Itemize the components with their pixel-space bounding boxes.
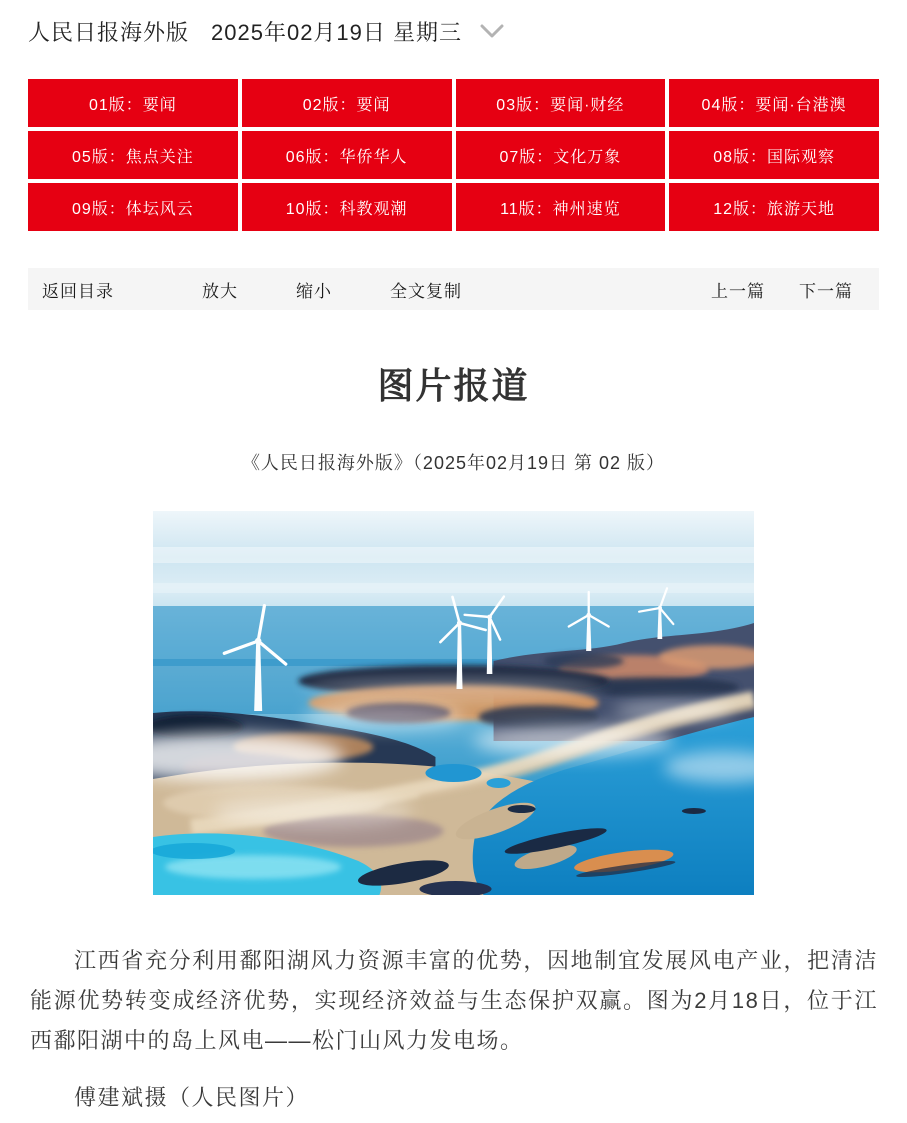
- masthead: [0, 0, 907, 47]
- toolbar-right-item-1[interactable]: 上一篇: [711, 281, 765, 301]
- article: [0, 358, 907, 1115]
- chevron-down-icon[interactable]: [480, 24, 504, 39]
- page-nav-cell-05[interactable]: 05版：焦点关注: [28, 131, 238, 179]
- toolbar-left-group: [42, 277, 520, 302]
- toolbar-left-item-2[interactable]: 放大: [202, 281, 238, 301]
- page-nav-cell-11[interactable]: 11版：神州速览: [456, 183, 666, 231]
- page-nav-cell-01[interactable]: 01版：要闻: [28, 79, 238, 127]
- page-nav-cell-09[interactable]: 09版：体坛风云: [28, 183, 238, 231]
- issue-date: 2025年02月19日 星期三: [211, 20, 463, 45]
- paper-name: 人民日报海外版: [28, 20, 190, 45]
- page-nav-grid: [28, 79, 879, 231]
- toolbar-left-item-4[interactable]: 全文复制: [390, 281, 462, 301]
- page-nav-cell-12[interactable]: 12版：旅游天地: [669, 183, 879, 231]
- toolbar: [28, 268, 879, 310]
- page-nav-cell-08[interactable]: 08版：国际观察: [669, 131, 879, 179]
- wind-farm-photo-illustration: [153, 511, 754, 895]
- page-nav-cell-07[interactable]: 07版：文化万象: [456, 131, 666, 179]
- photo-credit: 傅建斌摄（人民图片）: [74, 1085, 310, 1110]
- article-body-text: 江西省充分利用鄱阳湖风力资源丰富的优势，因地制宜发展风电产业，把清洁能源优势转变成经济优势，实现经济效益与生态保护双赢。图为2月18日，位于江西鄱阳湖中的岛上风电——松门山风力发电场。: [30, 948, 878, 1053]
- page-nav-cell-03[interactable]: 03版：要闻·财经: [456, 79, 666, 127]
- page-nav-cell-04[interactable]: 04版：要闻·台港澳: [669, 79, 879, 127]
- page-nav-cell-10[interactable]: 10版：科教观潮: [242, 183, 452, 231]
- article-source-line: 《人民日报海外版》（2025年02月19日 第 02 版）: [241, 453, 666, 473]
- toolbar-left-item-1[interactable]: 返回目录: [42, 281, 114, 301]
- page-nav-cell-02[interactable]: 02版：要闻: [242, 79, 452, 127]
- toolbar-left-item-3[interactable]: 缩小: [296, 281, 332, 301]
- toolbar-right-item-2[interactable]: 下一篇: [799, 281, 853, 301]
- article-title: 图片报道: [377, 365, 530, 406]
- page-nav-cell-06[interactable]: 06版：华侨华人: [242, 131, 452, 179]
- toolbar-right-group: [711, 277, 853, 302]
- news-photo: [153, 511, 754, 895]
